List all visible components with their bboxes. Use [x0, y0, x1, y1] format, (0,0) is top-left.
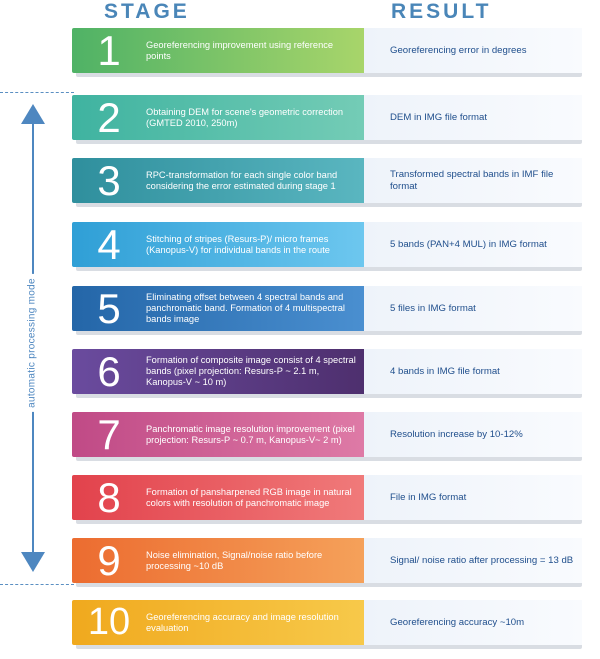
stage-number: 10	[87, 601, 131, 643]
result-description: Signal/ noise ratio after processing = 13 dB	[390, 554, 574, 566]
automatic-mode-end-dashline	[0, 584, 74, 585]
stage-cell	[72, 475, 364, 520]
stage-number: 5	[97, 285, 121, 332]
result-cell	[364, 286, 582, 331]
stage-cell	[72, 158, 364, 203]
result-description: Georeferencing accuracy ~10m	[390, 616, 525, 628]
stage-row	[72, 412, 582, 457]
result-description: 5 bands (PAN+4 MUL) in IMG format	[390, 238, 547, 250]
result-description: 5 files in IMG format	[390, 302, 476, 314]
result-cell	[364, 475, 582, 520]
stage-description: Stitching of stripes (Resurs-P)/ micro frames (Kanopus-V) for individual bands in the route	[146, 233, 330, 255]
result-header: RESULT	[391, 0, 492, 23]
result-cell	[364, 158, 582, 203]
result-cell	[364, 95, 582, 140]
stage-cell	[72, 95, 364, 140]
stage-row	[72, 95, 582, 140]
stage-header: STAGE	[104, 0, 190, 23]
stage-description: Georeferencing accuracy and image resolution evaluation	[146, 611, 339, 633]
stage-number: 6	[97, 348, 121, 395]
stage-description: Formation of composite image consist of 4 spectral bands (pixel projection: Resurs-P ~ 2.1 m, Kanopus-V ~ 10 m)	[146, 355, 356, 387]
result-description: DEM in IMG file format	[390, 111, 488, 123]
stage-number: 4	[97, 221, 121, 268]
result-cell	[364, 412, 582, 457]
stage-description: Georeferencing improvement using reference points	[146, 39, 334, 61]
result-description: Transformed spectral bands in IMF file format	[390, 169, 554, 192]
arrow-down-icon	[21, 552, 45, 572]
automatic-processing-mode-label: automatic processing mode	[27, 274, 38, 412]
stage-row	[72, 286, 582, 331]
stage-number: 7	[97, 411, 121, 458]
stage-row	[72, 28, 582, 73]
result-cell	[364, 222, 582, 267]
stage-description: Obtaining DEM for scene's geometric correction (GMTED 2010, 250m)	[146, 106, 344, 128]
automatic-mode-start-dashline	[0, 92, 74, 93]
stage-cell	[72, 28, 364, 73]
stage-number: 2	[97, 94, 121, 141]
result-description: Georeferencing error in degrees	[390, 44, 527, 56]
stage-row	[72, 349, 582, 394]
result-description: File in IMG format	[390, 491, 467, 503]
stage-description: Panchromatic image resolution improvement (pixel projection: Resurs-P ~ 0.7 m, Kanopus-V~ 2 m)	[146, 423, 355, 445]
result-cell	[364, 349, 582, 394]
result-cell	[364, 28, 582, 73]
result-cell	[364, 538, 582, 583]
arrow-up-icon	[21, 104, 45, 124]
stage-cell	[72, 349, 364, 394]
stage-number: 9	[97, 537, 121, 584]
stage-description: Eliminating offset between 4 spectral bands and panchromatic band. Formation of 4 multispectral bands image	[146, 292, 345, 324]
stage-cell	[72, 222, 364, 267]
stage-cell	[72, 538, 364, 583]
result-description: Resolution increase by 10-12%	[390, 428, 523, 440]
stage-row	[72, 538, 582, 583]
stage-cell	[72, 412, 364, 457]
stage-number: 8	[97, 474, 121, 521]
stage-cell	[72, 600, 364, 645]
stage-description: Formation of pansharpened RGB image in natural colors with resolution of panchromatic image	[146, 486, 352, 508]
stage-description: Noise elimination, Signal/noise ratio before processing ~10 dB	[146, 549, 323, 571]
stage-number: 1	[97, 27, 121, 74]
stage-row	[72, 158, 582, 203]
stage-row	[72, 475, 582, 520]
stage-row	[72, 222, 582, 267]
stage-description: RPC-transformation for each single color band considering the error estimated during stage 1	[146, 169, 338, 191]
stage-cell	[72, 286, 364, 331]
result-description: 4 bands in IMG file format	[390, 365, 500, 377]
result-cell	[364, 600, 582, 645]
stage-row	[72, 600, 582, 645]
stage-number: 3	[97, 157, 121, 204]
